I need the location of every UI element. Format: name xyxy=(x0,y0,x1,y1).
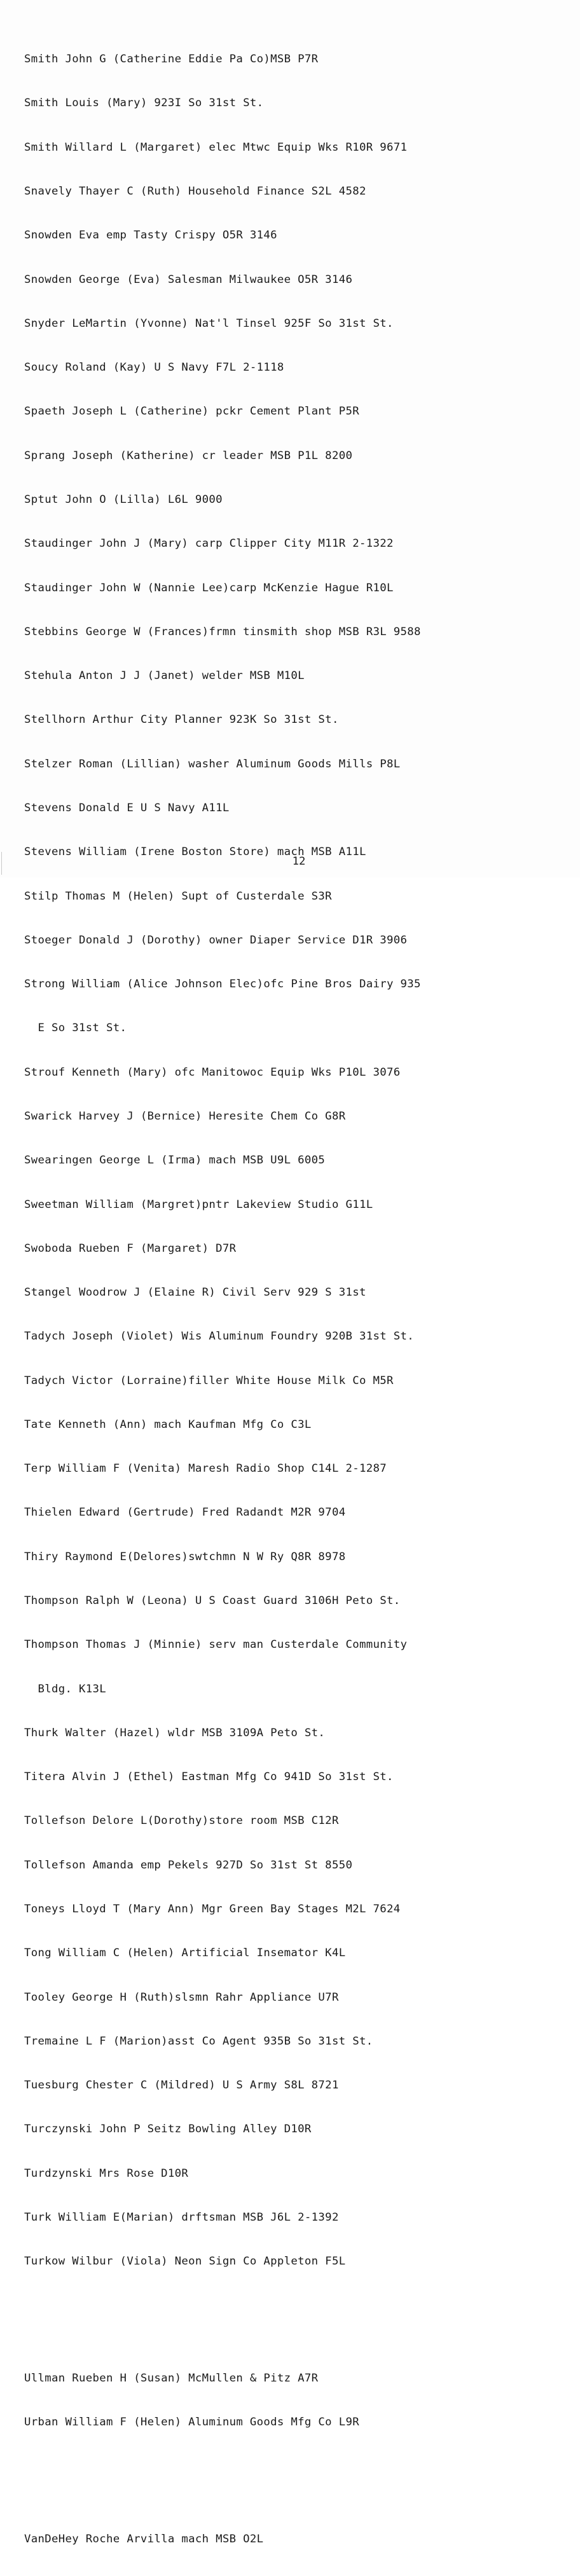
list-item: Tadych Joseph (Violet) Wis Aluminum Foundry 920B 31st St. xyxy=(24,1330,414,1343)
list-item: Swarick Harvey J (Bernice) Heresite Chem Co G8R xyxy=(24,1109,346,1123)
list-item: Snowden Eva emp Tasty Crispy O5R 3146 xyxy=(24,229,277,242)
section-gap xyxy=(24,2474,571,2488)
list-item: Tuesburg Chester C (Mildred) U S Army S8L 8721 xyxy=(24,2079,339,2092)
list-item: Stangel Woodrow J (Elaine R) Civil Serv 929 S 31st xyxy=(24,1286,366,1299)
list-item: Stevens Donald E U S Navy A11L xyxy=(24,801,230,814)
list-item: Tong William C (Helen) Artificial Insemator K4L xyxy=(24,1947,346,1960)
list-item: Stebbins George W (Frances)frmn tinsmith shop MSB R3L 9588 xyxy=(24,625,421,638)
list-item: Swoboda Rueben F (Margaret) D7R xyxy=(24,1242,237,1255)
scan-edge-mark xyxy=(1,852,2,875)
list-item: Thielen Edward (Gertrude) Fred Radandt M2R 9704 xyxy=(24,1506,346,1519)
page-number: 12 xyxy=(292,855,306,868)
list-item: Staudinger John J (Mary) carp Clipper City M11R 2-1322 xyxy=(24,537,394,551)
list-item: Tollefson Delore L(Dorothy)store room MSB C12R xyxy=(24,1814,339,1828)
list-item: Turdzynski Mrs Rose D10R xyxy=(24,2167,189,2180)
list-item: Tollefson Amanda emp Pekels 927D So 31st St 8550 xyxy=(24,1858,353,1872)
list-item: Thiry Raymond E(Delores)swtchmn N W Ry Q8R 8978 xyxy=(24,1550,346,1563)
list-item: Thompson Thomas J (Minnie) serv man Custerdale Community xyxy=(24,1638,408,1652)
list-item: Smith Willard L (Margaret) elec Mtwc Equip Wks R10R 9671 xyxy=(24,140,408,154)
list-item: Sptut John O (Lilla) L6L 9000 xyxy=(24,493,223,506)
list-item-continuation: Bldg. K13L xyxy=(24,1682,107,1696)
list-item: Urban William F (Helen) Aluminum Goods Mfg Co L9R xyxy=(24,2416,359,2429)
list-item: Snowden George (Eva) Salesman Milwaukee O5R 3146 xyxy=(24,273,353,286)
section-gap xyxy=(24,2313,571,2327)
list-item: Tate Kenneth (Ann) mach Kaufman Mfg Co C3L xyxy=(24,1418,312,1431)
list-item: Smith John G (Catherine Eddie Pa Co)MSB P7R xyxy=(24,53,319,66)
list-item: Staudinger John W (Nannie Lee)carp McKenzie Hague R10L xyxy=(24,581,394,594)
list-item: Soucy Roland (Kay) U S Navy F7L 2-1118 xyxy=(24,361,284,374)
list-item: Tooley George H (Ruth)slsmn Rahr Appliance U7R xyxy=(24,1990,339,2004)
directory-listing xyxy=(24,23,571,2576)
list-item: Snavely Thayer C (Ruth) Household Finance S2L 4582 xyxy=(24,185,366,198)
list-item: Turczynski John P Seitz Bowling Alley D10R xyxy=(24,2123,312,2136)
list-item: Ullman Rueben H (Susan) McMullen & Pitz A7R xyxy=(24,2371,319,2385)
list-item: Terp William F (Venita) Maresh Radio Shop C14L 2-1287 xyxy=(24,1462,387,1476)
list-item: Smith Louis (Mary) 923I So 31st St. xyxy=(24,97,264,110)
list-item: Strouf Kenneth (Mary) ofc Manitowoc Equip Wks P10L 3076 xyxy=(24,1065,401,1079)
list-item: Turk William E(Marian) drftsman MSB J6L 2-1392 xyxy=(24,2210,339,2224)
list-item: Thurk Walter (Hazel) wldr MSB 3109A Peto St. xyxy=(24,1726,326,1739)
list-item: Swearingen George L (Irma) mach MSB U9L 6005 xyxy=(24,1154,326,1167)
list-item: Stilp Thomas M (Helen) Supt of Custerdale S3R xyxy=(24,889,332,903)
list-item-continuation: E So 31st St. xyxy=(24,1022,127,1035)
list-item: Sprang Joseph (Katherine) cr leader MSB P1L 8200 xyxy=(24,449,353,462)
list-item: Stevens William (Irene Boston Store) mach MSB A11L xyxy=(24,846,366,859)
list-item: Sweetman William (Margret)pntr Lakeview Studio G11L xyxy=(24,1198,373,1211)
list-item: Thompson Ralph W (Leona) U S Coast Guard 3106H Peto St. xyxy=(24,1594,401,1608)
list-item: Stoeger Donald J (Dorothy) owner Diaper Service D1R 3906 xyxy=(24,933,408,947)
list-item: Titera Alvin J (Ethel) Eastman Mfg Co 941D So 31st St. xyxy=(24,1771,394,1784)
list-item: Snyder LeMartin (Yvonne) Nat'l Tinsel 925F So 31st St. xyxy=(24,317,394,330)
list-item: Turkow Wilbur (Viola) Neon Sign Co Appleton F5L xyxy=(24,2255,346,2268)
list-item: Tremaine L F (Marion)asst Co Agent 935B So 31st St. xyxy=(24,2034,373,2048)
list-item: Stellhorn Arthur City Planner 923K So 31st St. xyxy=(24,713,339,727)
list-item: Toneys Lloyd T (Mary Ann) Mgr Green Bay Stages M2L 7624 xyxy=(24,1903,401,1915)
list-item: VanDeHey Roche Arvilla mach MSB O2L xyxy=(24,2532,264,2545)
list-item: Tadych Victor (Lorraine)filler White House Milk Co M5R xyxy=(24,1374,394,1387)
list-item: Stelzer Roman (Lillian) washer Aluminum Goods Mills P8L xyxy=(24,757,401,771)
list-item: Stehula Anton J J (Janet) welder MSB M10L xyxy=(24,669,305,683)
list-item: Spaeth Joseph L (Catherine) pckr Cement Plant P5R xyxy=(24,405,359,418)
list-item: Strong William (Alice Johnson Elec)ofc Pine Bros Dairy 935 xyxy=(24,978,421,991)
